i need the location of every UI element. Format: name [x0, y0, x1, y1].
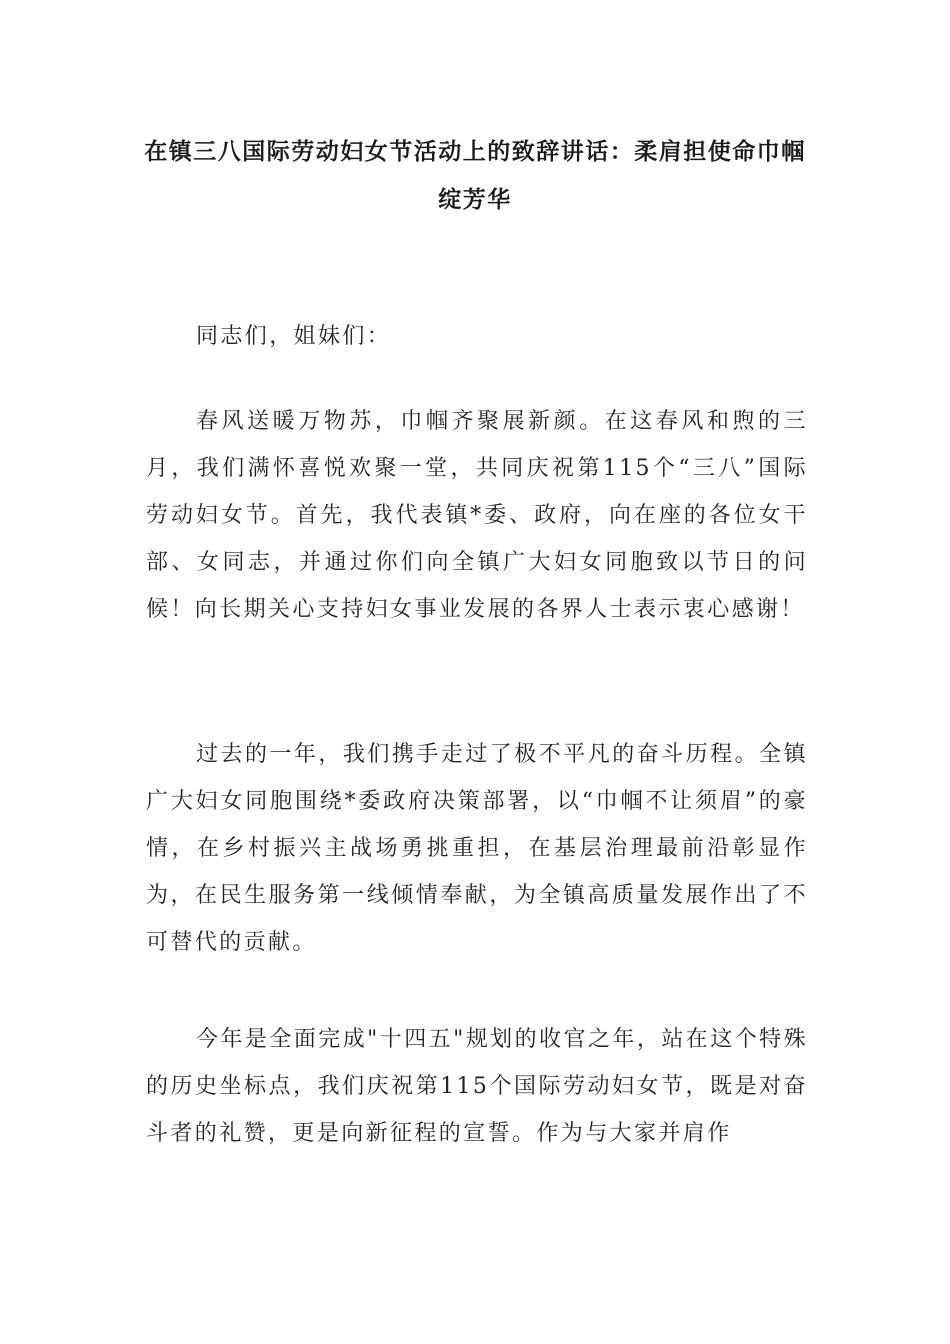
paragraph-past-year: 过去的一年，我们携手走过了极不平凡的奋斗历程。全镇广大妇女同胞围绕*委政府决策部署，以“巾帼不让须眉”的豪情，在乡村振兴主战场勇挑重担，在基层治理最前沿彰显作为，在民生服务第一线倾情奉献，为全镇高质量发展作出了不可替代的贡献。	[146, 742, 808, 955]
document-title: 在镇三八国际劳动妇女节活动上的致辞讲话：柔肩担使命巾帼绽芳华	[144, 139, 806, 213]
greeting: 同志们，姐妹们：	[196, 324, 392, 349]
paragraph-opening: 春风送暖万物苏，巾帼齐聚展新颜。在这春风和煦的三月，我们满怀喜悦欢聚一堂，共同庆祝第115个“三八”国际劳动妇女节。首先，我代表镇*委、政府，向在座的各位女干部、女同志，并通过你们向全镇广大妇女同胞致以节日的问候！向长期关心支持妇女事业发展的各界人士表示衷心感谢！	[146, 409, 808, 622]
paragraph-this-year: 今年是全面完成"十四五"规划的收官之年，站在这个特殊的历史坐标点，我们庆祝第115个国际劳动妇女节，既是对奋斗者的礼赞，更是向新征程的宣誓。作为与大家并肩作	[146, 1027, 808, 1146]
